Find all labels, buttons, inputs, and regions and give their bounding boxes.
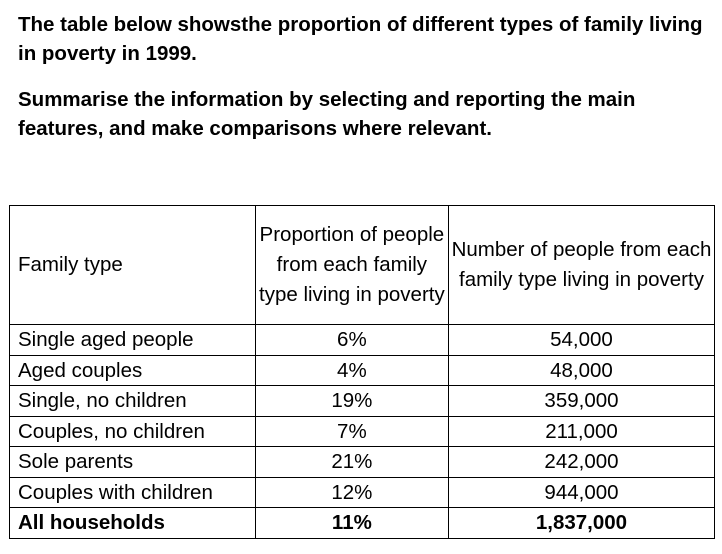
cell-proportion: 12% <box>255 477 448 508</box>
prompt-instruction: Summarise the information by selecting and reporting the main features, and make comparisons where relevant. <box>18 88 636 140</box>
header-proportion: Proportion of people from each family type living in poverty <box>255 206 448 325</box>
cell-family-type: Sole parents <box>10 447 256 478</box>
header-number: Number of people from each family type living in poverty <box>448 206 714 325</box>
table-total-row <box>10 508 715 539</box>
cell-family-type: Single, no children <box>10 386 256 417</box>
cell-number: 359,000 <box>448 386 714 417</box>
cell-proportion: 21% <box>255 447 448 478</box>
table-row <box>10 325 715 356</box>
total-proportion: 11% <box>255 508 448 539</box>
table-header-row <box>10 206 715 325</box>
total-number: 1,837,000 <box>448 508 714 539</box>
cell-family-type: Couples with children <box>10 477 256 508</box>
cell-proportion: 4% <box>255 355 448 386</box>
cell-proportion: 19% <box>255 386 448 417</box>
cell-number: 211,000 <box>448 416 714 447</box>
header-family-type: Family type <box>10 206 256 325</box>
cell-family-type: Single aged people <box>10 325 256 356</box>
cell-family-type: Aged couples <box>10 355 256 386</box>
table-row <box>10 477 715 508</box>
prompt-description: The table below showsthe proportion of different types of family living in poverty in 1999. <box>18 13 703 65</box>
cell-proportion: 6% <box>255 325 448 356</box>
cell-number: 944,000 <box>448 477 714 508</box>
task-prompt <box>18 10 708 143</box>
table-row <box>10 447 715 478</box>
cell-number: 48,000 <box>448 355 714 386</box>
table-row <box>10 416 715 447</box>
table-row <box>10 355 715 386</box>
table-row <box>10 386 715 417</box>
poverty-table <box>9 205 715 539</box>
cell-number: 54,000 <box>448 325 714 356</box>
total-family-type: All households <box>10 508 256 539</box>
cell-family-type: Couples, no children <box>10 416 256 447</box>
cell-number: 242,000 <box>448 447 714 478</box>
cell-proportion: 7% <box>255 416 448 447</box>
